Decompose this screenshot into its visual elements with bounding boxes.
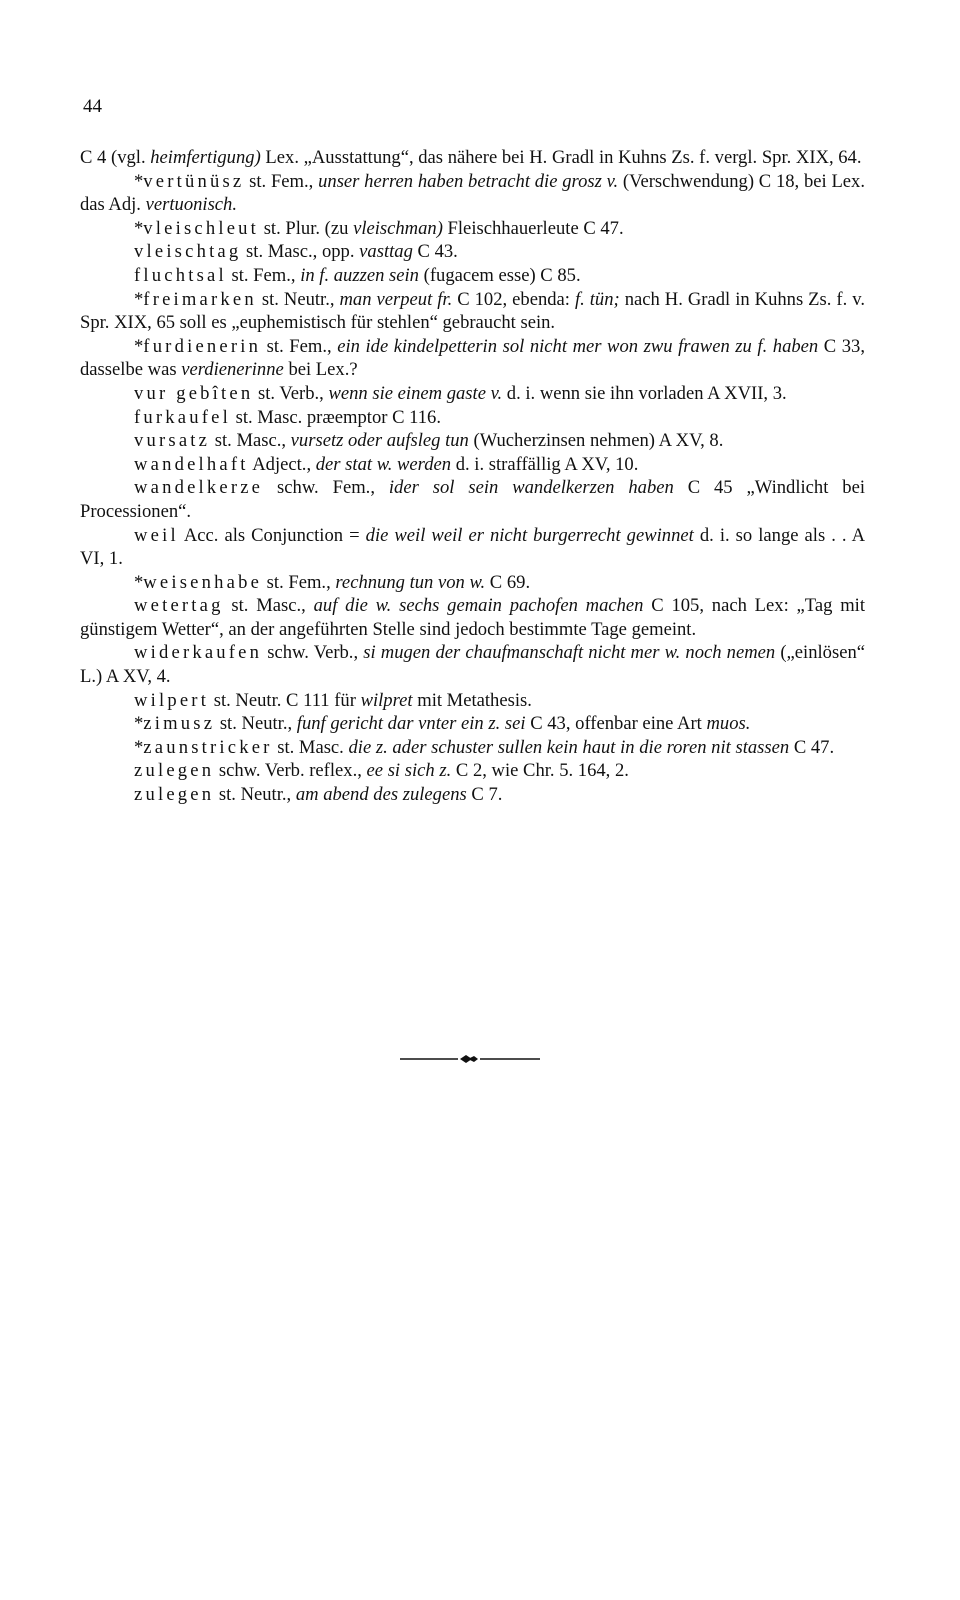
dictionary-entry xyxy=(80,335,865,382)
dictionary-entry xyxy=(80,406,865,430)
dictionary-entry xyxy=(80,217,865,241)
entry-quotation: muos. xyxy=(706,713,751,735)
entry-text: st. Verb., xyxy=(253,382,329,404)
entry-text: C 47. xyxy=(789,736,835,758)
entry-text: schw. Fem., xyxy=(263,477,389,499)
dictionary-entry xyxy=(80,783,865,807)
entry-headword: zimusz xyxy=(143,713,216,735)
entry-text: * xyxy=(134,217,144,239)
entry-quotation: wenn sie einem gaste v. xyxy=(328,382,503,404)
entry-headword: wandelhaft xyxy=(134,453,249,475)
entry-text: st. Neutr., xyxy=(214,784,296,806)
entry-text: (Verschwendung) C 18, bei Lex. das Adj. xyxy=(80,170,865,216)
entry-quotation: f. tün; xyxy=(574,288,620,310)
dictionary-entry xyxy=(80,524,865,571)
entry-text: st. Fem., xyxy=(261,335,338,357)
entry-text: mit Metathesis. xyxy=(412,689,532,711)
entry-quotation: ider sol sein wandelkerzen haben xyxy=(388,477,674,499)
entry-headword: vur gebîten xyxy=(134,382,254,404)
entry-text: st. Plur. (zu xyxy=(259,217,354,239)
entry-quotation: unser herren haben betracht die grosz v. xyxy=(318,170,619,192)
dictionary-entry xyxy=(80,264,865,288)
dictionary-entry xyxy=(80,453,865,477)
entry-text: * xyxy=(134,335,144,357)
entry-headword: wetertag xyxy=(134,595,224,617)
entry-text: st. Neutr., xyxy=(215,713,297,735)
entry-quotation: die z. ader schuster sullen kein haut in die roren nit stassen xyxy=(348,736,790,758)
entry-text: bei Lex.? xyxy=(283,359,358,381)
entry-text: st. Masc. xyxy=(272,736,349,758)
entry-text: C 45 „Windlicht bei Processionen“. xyxy=(80,477,866,522)
entry-text: * xyxy=(134,288,144,310)
entry-headword: vleischleut xyxy=(143,217,260,239)
entry-text: st. Masc., xyxy=(210,430,291,452)
entry-text: C 33, dasselbe was xyxy=(80,335,865,381)
entry-headword: vleischtag xyxy=(134,241,242,263)
entry-text: C 7. xyxy=(466,784,503,806)
entry-text: st. Fem., xyxy=(262,571,336,593)
entry-text: C 43, offenbar eine Art xyxy=(525,713,707,735)
entry-headword: furdienerin xyxy=(143,335,262,357)
entry-text: st. Masc. præemptor C 116. xyxy=(230,406,441,428)
entry-text: Lex. „Ausstattung“, das nähere bei H. Gradl in Kuhns Zs. f. vergl. Spr. XIX, 64. xyxy=(260,147,862,168)
entry-quotation: auf die w. sechs gemain pachofen machen xyxy=(313,595,644,617)
entry-text: C 43. xyxy=(412,241,458,263)
dictionary-entry xyxy=(80,240,865,264)
entry-headword: zaunstricker xyxy=(143,736,273,758)
entry-text: nach H. Gradl in Kuhns Zs. f. v. Spr. XIX, 65 soll es „euphemistisch für stehlen“ gebraucht sein. xyxy=(80,288,865,334)
entry-text: d. i. so lange als . . A VI, 1. xyxy=(80,524,866,570)
page-content xyxy=(80,96,865,807)
entry-text: C 2, wie Chr. 5. 164, 2. xyxy=(451,760,629,782)
entry-text: * xyxy=(134,736,144,758)
entry-text: * xyxy=(134,571,144,593)
entry-text: d. i. straffällig A XV, 10. xyxy=(451,453,639,475)
entry-quotation: ee si sich z. xyxy=(366,760,452,782)
entry-headword: freimarken xyxy=(143,288,257,310)
entry-text: Adject., xyxy=(248,453,316,475)
entry-text: st. Neutr. C 111 für xyxy=(209,689,361,711)
entry-headword: wandelkerze xyxy=(134,477,264,499)
entry-quotation: vertuonisch. xyxy=(145,194,238,216)
entry-quotation: rechnung tun von w. xyxy=(335,571,486,593)
dictionary-entry xyxy=(80,594,865,641)
dictionary-entry xyxy=(80,476,865,523)
entry-quotation: am abend des zulegens xyxy=(295,784,467,806)
entry-text: st. Masc., opp. xyxy=(241,241,360,263)
entry-text: (Wucherzinsen nehmen) A XV, 8. xyxy=(468,430,724,452)
dictionary-entry xyxy=(80,571,865,595)
entry-text: („einlösen“ L.) A XV, 4. xyxy=(80,642,865,688)
entry-text: C 105, nach Lex: „Tag mit günstigem Wetter“, an der angeführten Stelle sind jedoch bestimmte Tage gemeint. xyxy=(80,595,865,640)
entry-quotation: heimfertigung) xyxy=(150,147,261,168)
dictionary-entry xyxy=(80,170,865,217)
entry-quotation: der stat w. werden xyxy=(315,453,452,475)
entry-text: schw. Verb., xyxy=(262,642,364,664)
entry-quotation: in f. auzzen sein xyxy=(300,264,419,286)
entry-quotation: man verpeut fr. xyxy=(339,288,453,310)
entry-headword: zulegen xyxy=(134,784,215,806)
dictionary-entry xyxy=(80,759,865,783)
entry-quotation: wilpret xyxy=(360,689,413,711)
entry-text: st. Neutr., xyxy=(256,288,340,310)
entry-quotation: vasttag xyxy=(359,241,413,263)
entry-quotation: verdienerinne xyxy=(181,359,284,381)
page-number: 44 xyxy=(83,96,102,117)
entry-quotation: die weil weil er nicht burgerrecht gewinnet xyxy=(365,524,694,546)
dictionary-entry xyxy=(80,288,865,335)
entry-headword: vertünüsz xyxy=(143,170,245,192)
entry-headword: weisenhabe xyxy=(143,571,263,593)
entry-quotation: ein ide kindelpetterin sol nicht mer won zwu frawen zu f. haben xyxy=(337,335,819,357)
entry-headword: weil xyxy=(134,524,179,546)
entry-text: st. Fem., xyxy=(244,170,319,192)
dictionary-entry xyxy=(80,146,865,170)
entry-text: Fleischhauerleute C 47. xyxy=(442,217,624,239)
entry-text: schw. Verb. reflex., xyxy=(214,760,367,782)
entry-headword: furkaufel xyxy=(134,406,231,428)
entry-headword: vursatz xyxy=(134,430,211,452)
dictionary-entries xyxy=(80,146,865,807)
entry-headword: zulegen xyxy=(134,760,215,782)
entry-text: st. Masc., xyxy=(223,595,314,617)
entry-text: C 4 (vgl. xyxy=(80,147,151,168)
entry-quotation: funf gericht dar vnter ein z. sei xyxy=(296,713,526,735)
entry-text: (fugacem esse) C 85. xyxy=(418,264,581,286)
entry-headword: wilpert xyxy=(134,689,210,711)
entry-quotation: vleischman) xyxy=(353,217,443,239)
entry-quotation: vursetz oder aufsleg tun xyxy=(290,430,469,452)
dictionary-entry xyxy=(80,641,865,688)
entry-text: C 69. xyxy=(485,571,531,593)
dictionary-entry xyxy=(80,712,865,736)
entry-text: d. i. wenn sie ihn vorladen A XVII, 3. xyxy=(502,382,787,404)
dash-leaf-ornament-icon xyxy=(400,1052,540,1066)
entry-text: * xyxy=(134,170,144,192)
entry-headword: fluchtsal xyxy=(134,264,227,286)
entry-text: C 102, ebenda: xyxy=(452,288,575,310)
entry-text: * xyxy=(134,713,144,735)
dictionary-entry xyxy=(80,736,865,760)
dictionary-entry xyxy=(80,382,865,406)
dictionary-entry xyxy=(80,689,865,713)
entry-headword: widerkaufen xyxy=(134,642,263,664)
dictionary-entry xyxy=(80,429,865,453)
entry-text: Acc. als Conjunction = xyxy=(178,524,366,546)
entry-text: st. Fem., xyxy=(226,264,301,286)
entry-quotation: si mugen der chaufmanschaft nicht mer w. noch nemen xyxy=(363,642,776,664)
